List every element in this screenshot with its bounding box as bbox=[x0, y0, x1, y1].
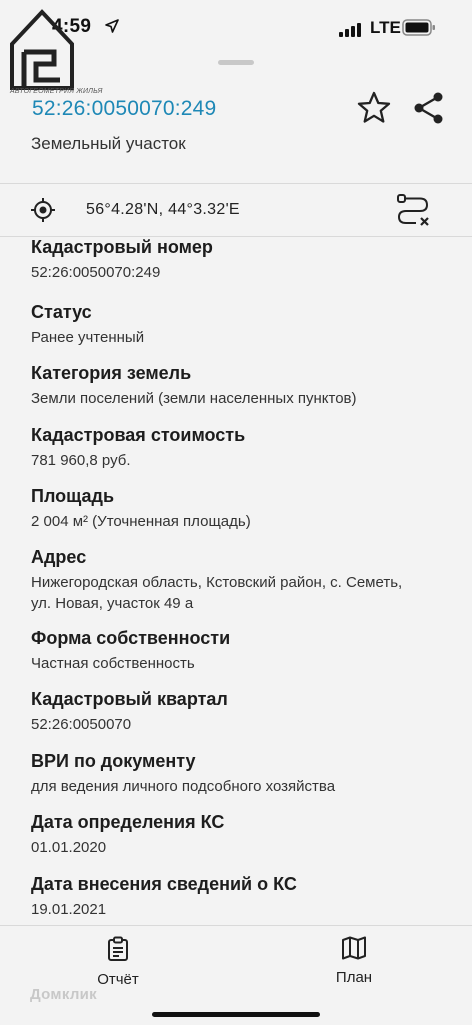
field-value: для ведения личного подсобного хозяйства bbox=[31, 778, 336, 795]
field-value: 781 960,8 руб. bbox=[31, 452, 131, 469]
sheet-drag-handle[interactable] bbox=[218, 60, 254, 65]
plan-tab[interactable] bbox=[294, 936, 414, 986]
field-cadastral-number bbox=[31, 236, 451, 283]
field-value: Нижегородская область, Кстовский район, с. Семеть, ул. Новая, участок 49 а bbox=[31, 574, 403, 612]
map-icon bbox=[341, 936, 367, 960]
network-type: LTE bbox=[370, 18, 401, 37]
field-value: 52:26:0050070 bbox=[31, 716, 132, 733]
field-label: Адрес bbox=[31, 547, 87, 567]
field-label: Дата внесения сведений о КС bbox=[31, 874, 297, 894]
field-valuation-date bbox=[31, 811, 451, 858]
bottom-nav bbox=[0, 925, 472, 1025]
field-value: Земли поселений (земли населенных пунктов) bbox=[31, 390, 357, 407]
clipboard-icon bbox=[106, 936, 130, 962]
field-value: Ранее учтенный bbox=[31, 329, 145, 346]
share-icon[interactable] bbox=[410, 89, 448, 127]
field-cadastral-value bbox=[31, 424, 451, 471]
report-tab-label: Отчёт bbox=[97, 971, 139, 988]
field-label: Площадь bbox=[31, 486, 115, 506]
route-icon[interactable] bbox=[396, 193, 432, 227]
field-label: Кадастровый номер bbox=[31, 237, 213, 257]
field-label: Кадастровый квартал bbox=[31, 689, 228, 709]
field-label: Дата определения КС bbox=[31, 812, 225, 832]
field-land-category bbox=[31, 362, 451, 409]
watermark-caption: АВТОГЕОМЕТРИЯ ЖИЛЬЯ bbox=[10, 88, 103, 95]
field-value: 52:26:0050070:249 bbox=[31, 264, 161, 281]
cadastral-number-link[interactable]: 52:26:0050070:249 bbox=[32, 97, 217, 120]
field-label: Форма собственности bbox=[31, 628, 231, 648]
plan-tab-label: План bbox=[335, 969, 373, 986]
field-ownership bbox=[31, 627, 451, 674]
object-header bbox=[0, 70, 472, 180]
field-cadastral-quarter bbox=[31, 688, 451, 735]
location-arrow-icon bbox=[105, 19, 119, 33]
home-indicator bbox=[152, 1012, 320, 1017]
status-time: 4:59 bbox=[52, 16, 92, 37]
field-label: Кадастровая стоимость bbox=[31, 425, 246, 445]
field-value: 2 004 м² (Уточненная площадь) bbox=[31, 513, 251, 530]
field-address bbox=[31, 546, 411, 614]
field-value: 19.01.2021 bbox=[31, 901, 107, 918]
field-label: Статус bbox=[31, 302, 92, 322]
coordinates-text: 56°4.28'N, 44°3.32'E bbox=[86, 201, 240, 218]
coordinates-row bbox=[0, 184, 472, 236]
field-area bbox=[31, 485, 451, 532]
battery-icon bbox=[402, 19, 436, 36]
field-label: Категория земель bbox=[31, 363, 192, 383]
field-entry-date bbox=[31, 873, 451, 920]
object-type: Земельный участок bbox=[31, 134, 186, 153]
field-value: Частная собственность bbox=[31, 655, 195, 672]
field-value: 01.01.2020 bbox=[31, 839, 107, 856]
field-status bbox=[31, 301, 451, 348]
star-icon[interactable] bbox=[355, 89, 393, 127]
cellular-signal-icon bbox=[339, 23, 363, 37]
domclick-watermark: Домклик bbox=[30, 986, 97, 1003]
field-permitted-use bbox=[31, 750, 451, 797]
report-tab[interactable] bbox=[58, 936, 178, 988]
field-label: ВРИ по документу bbox=[31, 751, 196, 771]
location-target-icon[interactable] bbox=[30, 197, 56, 223]
